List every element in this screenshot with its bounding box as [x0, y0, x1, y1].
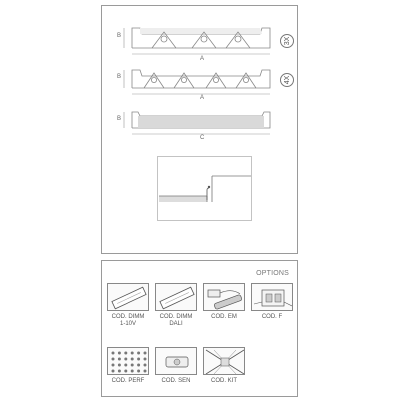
perforation-dot [137, 358, 140, 361]
fuse-connector-icon [251, 283, 293, 311]
perforation-dot [112, 364, 115, 367]
perforation-dot [124, 364, 127, 367]
profile-3-lamp [102, 6, 299, 66]
option-label: COD. EM [211, 314, 237, 320]
perforation-dot [137, 370, 140, 373]
dimension-drawings-panel [101, 5, 298, 254]
option-label: COD. F [261, 314, 283, 320]
option-dimm-dali[interactable] [155, 283, 197, 328]
perforation-dot [137, 364, 140, 367]
perforation-dot [124, 370, 127, 373]
width-label-a: A [200, 95, 205, 101]
perforation-dot [131, 352, 134, 355]
perforation-dot [144, 364, 147, 367]
perforation-dot [131, 358, 134, 361]
perforation-dot [137, 352, 140, 355]
perforation-dot [118, 364, 121, 367]
perforation-dot [131, 370, 134, 373]
height-label-b: B [117, 74, 122, 80]
option-label: COD. DIMM DALI [159, 314, 193, 327]
emergency-battery-icon [203, 283, 245, 311]
perforation-dot [118, 358, 121, 361]
ceiling-section-drawing [157, 156, 252, 221]
option-label: COD. PERF [111, 378, 145, 384]
profile-4-lamp [102, 64, 299, 104]
options-panel [101, 260, 298, 397]
perforation-dot [144, 352, 147, 355]
perforation-dot [112, 358, 115, 361]
mounting-kit-icon [203, 347, 245, 375]
quantity-badge: 3X [280, 34, 294, 48]
option-label: COD. KIT [210, 378, 237, 384]
ceiling-installation-detail [157, 156, 252, 221]
dimming-driver-icon [107, 283, 149, 311]
height-label-b: B [117, 33, 122, 39]
profile-flat-panel [102, 106, 299, 141]
option-kit[interactable] [203, 347, 245, 385]
perforation-dot [144, 370, 147, 373]
option-label: COD. SEN [161, 378, 191, 384]
options-title: OPTIONS [256, 270, 289, 277]
option-dimm-1-10v[interactable] [107, 283, 149, 328]
option-perf[interactable] [107, 347, 149, 385]
dali-driver-icon [155, 283, 197, 311]
perforation-dot [131, 364, 134, 367]
option-f[interactable] [251, 283, 293, 321]
option-sen[interactable] [155, 347, 197, 385]
option-em[interactable] [203, 283, 245, 321]
perforation-dot [112, 370, 115, 373]
perforation-dot [118, 352, 121, 355]
perforated-panel-icon [107, 347, 149, 375]
width-label-a: A [200, 56, 205, 62]
quantity-badge: 4X [280, 73, 294, 87]
perforation-dot [112, 352, 115, 355]
perforation-dot [118, 370, 121, 373]
height-label-b: B [117, 116, 122, 122]
width-label-c: C [200, 135, 205, 141]
sensor-icon [155, 347, 197, 375]
perforation-dot [124, 358, 127, 361]
perforation-dot [124, 352, 127, 355]
option-label: COD. DIMM 1-10V [111, 314, 145, 327]
perforation-dot [144, 358, 147, 361]
